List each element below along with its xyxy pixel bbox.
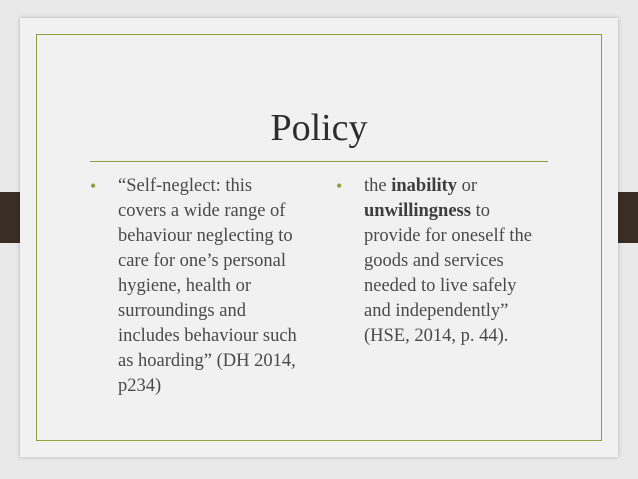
right-column	[336, 174, 576, 349]
right-line: (HSE, 2014, p. 44).	[364, 326, 509, 346]
left-line: hygiene, health or	[118, 276, 252, 296]
right-line: needed to live safely	[364, 276, 517, 296]
left-line: “Self-neglect: this	[118, 176, 253, 196]
right-line: unwillingness to	[364, 201, 490, 221]
slide-title: Policy	[270, 107, 368, 149]
right-line: and independently”	[364, 301, 509, 321]
emphasis-unwillingness: unwillingness	[364, 201, 471, 221]
left-column	[90, 174, 316, 399]
left-line: p234)	[118, 376, 162, 396]
emphasis-inability: inability	[391, 176, 458, 196]
left-line: includes behaviour such	[118, 326, 297, 346]
right-line: goods and services	[364, 251, 504, 271]
right-bullet-text	[364, 174, 576, 349]
slide-card	[20, 18, 618, 457]
right-line: the inability or	[364, 176, 478, 196]
left-line: behaviour neglecting to	[118, 226, 293, 246]
left-line: as hoarding” (DH 2014,	[118, 351, 296, 371]
left-line: surroundings and	[118, 301, 246, 321]
title-divider	[90, 161, 548, 162]
right-line: provide for oneself the	[364, 226, 532, 246]
left-line: covers a wide range of	[118, 201, 286, 221]
bullet-icon: •	[336, 176, 343, 196]
bullet-icon: •	[90, 176, 97, 196]
left-line: care for one’s personal	[118, 251, 286, 271]
left-bullet-text	[118, 174, 316, 399]
